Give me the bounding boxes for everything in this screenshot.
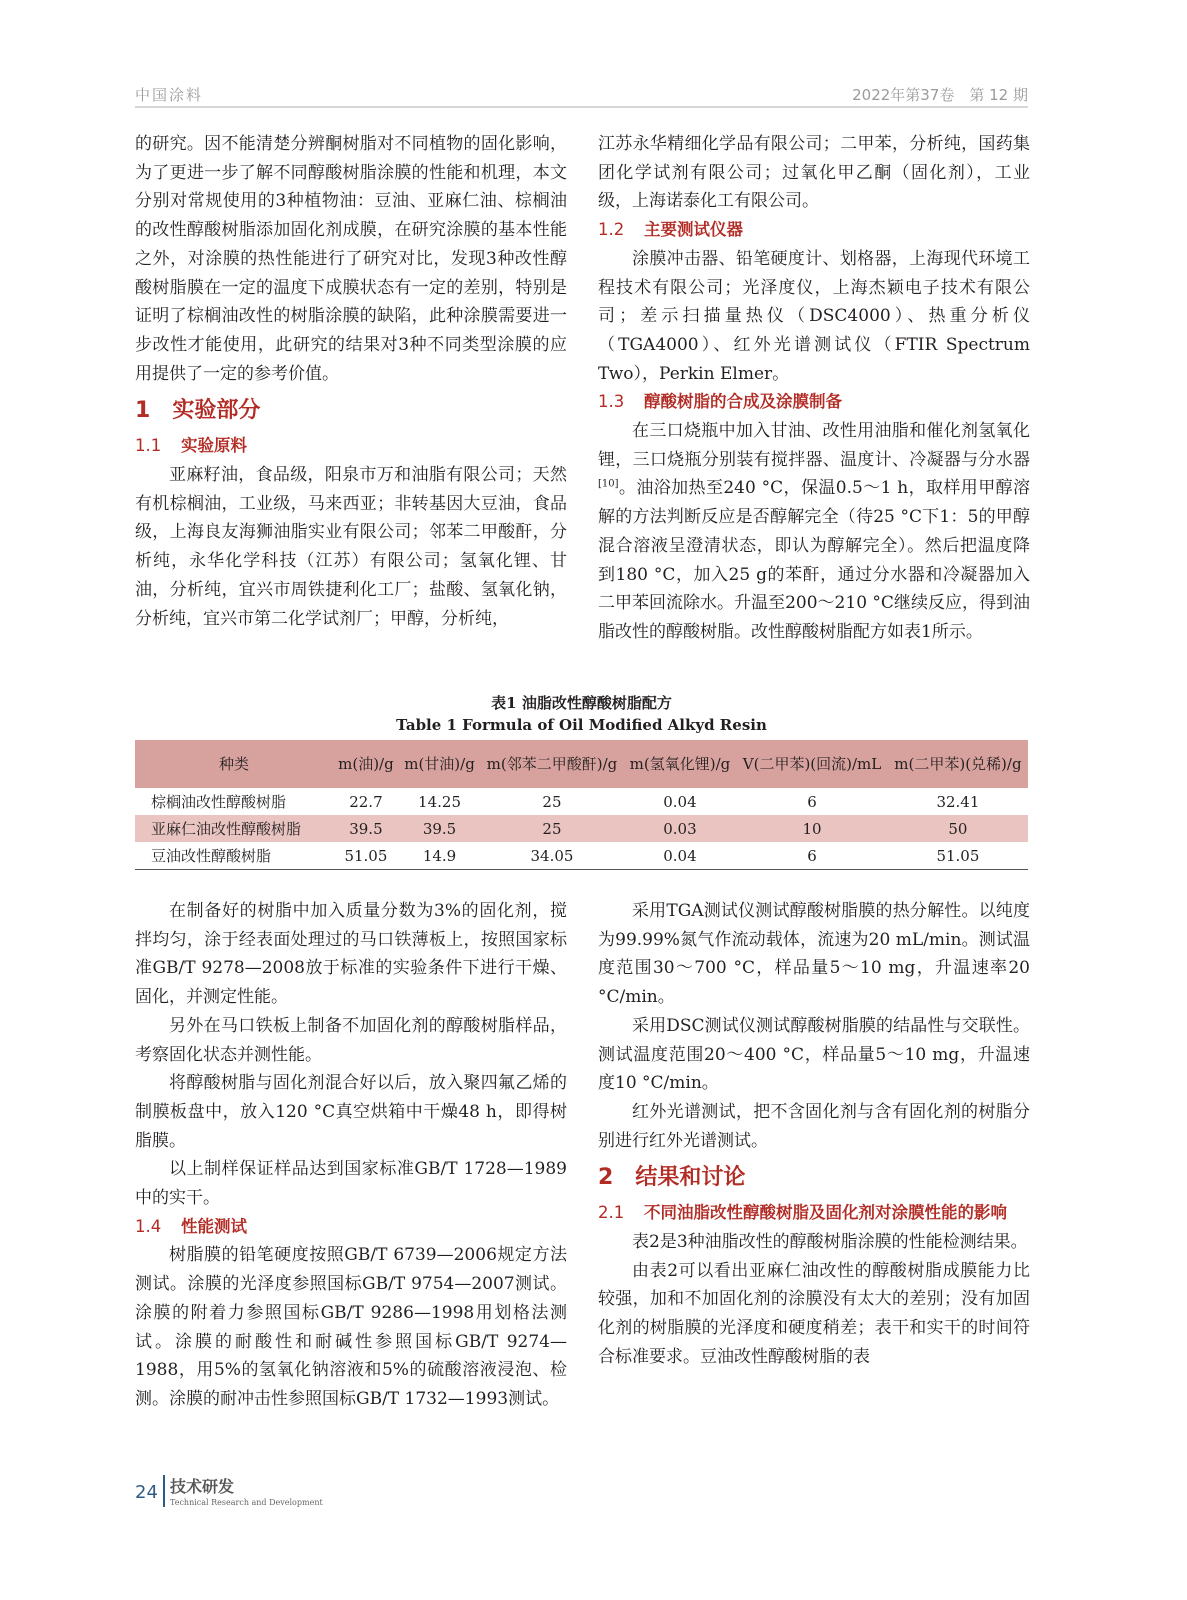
- table-cell: 51.05: [344, 846, 388, 865]
- table-row: [135, 788, 1028, 815]
- subsection-heading: [598, 388, 1030, 417]
- table-caption-en: Table 1 Formula of Oil Modified Alkyd Resin: [396, 716, 767, 734]
- paragraph: 红外光谱测试，把不含固化剂与含有固化剂的树脂分别进行红外光谱测试。: [598, 1101, 1030, 1151]
- table-cell: 棕榈油改性醇酸树脂: [151, 793, 287, 811]
- issue-info: 2022年第37卷 第 12 期: [852, 86, 1028, 104]
- column-header: V(二甲苯)(回流)/mL: [736, 740, 888, 788]
- column-header: m(邻苯二甲酸酐)/g: [480, 740, 624, 788]
- paragraph: 另外在马口铁板上制备不加固化剂的醇酸树脂样品，考察固化状态并测性能。: [135, 1015, 567, 1065]
- table-cell: 25: [542, 792, 562, 811]
- paragraph: 表2是3种油脂改性的醇酸树脂涂膜的性能检测结果。: [632, 1232, 1028, 1253]
- text: 在三口烧瓶中加入甘油、改性用油脂和催化剂氢氧化锂，三口烧瓶分别装有搅拌器、温度计、冷凝器与分水器: [598, 421, 1030, 470]
- paragraph: 以上制样保证样品达到国家标准GB/T 1728—1989中的实干。: [135, 1159, 567, 1209]
- column-header: m(氢氧化锂)/g: [624, 740, 736, 788]
- right-column-top: [598, 130, 1030, 647]
- paragraph: 江苏永华精细化学品有限公司；二甲苯，分析纯，国药集团化学试剂有限公司；过氧化甲乙酮（固化剂），工业级，上海诺泰化工有限公司。: [598, 134, 1030, 212]
- table-cell: 14.9: [422, 846, 457, 865]
- table-cell: 豆油改性醇酸树脂: [151, 847, 272, 865]
- table-cell: 0.03: [624, 815, 736, 842]
- table-cell: 6: [807, 792, 817, 811]
- section-number: 1: [135, 398, 151, 424]
- table-cell: 22.7: [349, 792, 383, 811]
- table-row: [135, 842, 1028, 870]
- paragraph: 由表2可以看出亚麻仁油改性的醇酸树脂成膜能力比较强，加和不加固化剂的涂膜没有太大的差别；没有加固化剂的树脂膜的光泽度和硬度稍差；表干和实干的时间符合标准要求。豆油改性醇酸树脂的表: [598, 1260, 1030, 1367]
- subsection-title: 醇酸树脂的合成及涂膜制备: [644, 392, 842, 412]
- citation[interactable]: [10]: [598, 478, 619, 490]
- paragraph: 将醇酸树脂与固化剂混合好以后，放入聚四氟乙烯的制膜板盘中，放入120 °C真空烘箱中干燥48 h，即得树脂膜。: [135, 1073, 567, 1151]
- section-title: 结果和讨论: [635, 1165, 746, 1191]
- paragraph: 涂膜冲击器、铅笔硬度计、划格器，上海现代环境工程技术有限公司；光泽度仪，上海杰颖电子技术有限公司；差示扫描量热仪（DSC4000）、热重分析仪（TGA4000）、红外光谱测试仪（FTIR Spectrum Two），Perkin Elmer。: [598, 248, 1030, 384]
- paragraph: [598, 417, 1030, 647]
- table-cell: 50: [888, 815, 1028, 842]
- header-divider: [135, 106, 1028, 108]
- table-cell: 51.05: [936, 846, 980, 865]
- subsection-number: 1.1: [135, 436, 162, 456]
- paragraph: 树脂膜的铅笔硬度按照GB/T 6739—2006规定方法测试。涂膜的光泽度参照国标GB/T 9754—2007测试。涂膜的附着力参照国标GB/T 9286—1998用划格法测试。涂膜的耐酸性和耐碱性参照国标GB/T 9274—1988，用5%的氢氧化钠溶液和5%的硫酸溶液浸泡、检测。涂膜的耐冲击性参照国标GB/T 1732—1993测试。: [135, 1245, 567, 1409]
- footer-divider: [163, 1475, 165, 1507]
- column-header: 种类: [135, 740, 333, 788]
- left-column-top: [135, 130, 567, 633]
- paragraph: 在制备好的树脂中加入质量分数为3%的固化剂，搅拌均匀，涂于经表面处理过的马口铁薄板上，按照国家标准GB/T 9278—2008放于标准的实验条件下进行干燥、固化，并测定性能。: [135, 901, 567, 1008]
- column-header: m(甘油)/g: [399, 740, 480, 788]
- table-1: [135, 740, 1028, 870]
- text: 。油浴加热至240 °C，保温0.5～1 h，取样用甲醇溶解的方法判断反应是否醇解完全（待25 °C下1：5的甲醇混合溶液呈澄清状态，即认为醇解完全）。然后把温度降到180 °C，加入25 g的苯酐，通过分水器和冷凝器加入二甲苯回流除水。升温至200～210 °C继续反应，得到油脂改性的醇酸树脂。改性醇酸树脂配方如表1所示。: [598, 478, 1030, 642]
- subsection-title: 主要测试仪器: [644, 220, 743, 240]
- table-cell: 0.04: [663, 792, 697, 811]
- journal-name: 中国涂料: [135, 86, 204, 104]
- table-cell: 25: [480, 815, 624, 842]
- subsection-number: 1.3: [598, 392, 625, 412]
- subsection-title: 实验原料: [181, 436, 247, 456]
- left-column-bottom: [135, 897, 567, 1414]
- subsection-title: 性能测试: [181, 1216, 247, 1236]
- section-title: 实验部分: [172, 398, 261, 424]
- subsection-number: 2.1: [598, 1203, 625, 1223]
- subsection-title: 不同油脂改性醇酸树脂及固化剂对涂膜性能的影响: [644, 1203, 1007, 1223]
- subsection-number: 1.4: [135, 1216, 162, 1236]
- column-header: m(二甲苯)(兑稀)/g: [888, 740, 1028, 788]
- table-cell: 14.25: [418, 792, 461, 811]
- table-row: [135, 815, 1028, 842]
- subsection-heading: [598, 1199, 1030, 1228]
- table-cell: 亚麻仁油改性醇酸树脂: [135, 815, 333, 842]
- paragraph: 亚麻籽油，食品级，阳泉市万和油脂有限公司；天然有机棕榈油，工业级，马来西亚；非转基因大豆油，食品级，上海良友海狮油脂实业有限公司；邻苯二甲酸酐，分析纯，永华化学科技（江苏）有限公司；氢氧化锂、甘油，分析纯，宜兴市周铁捷利化工厂；盐酸、氢氧化钠，分析纯，宜兴市第二化学试剂厂；甲醇，分析纯，: [135, 465, 567, 629]
- column-header: m(油)/g: [333, 740, 399, 788]
- section-heading: [598, 1161, 1030, 1195]
- footer-section: 技术研发: [170, 1477, 235, 1496]
- subsection-number: 1.2: [598, 220, 625, 240]
- table-cell: 39.5: [399, 815, 480, 842]
- right-column-bottom: [598, 897, 1030, 1372]
- footer-section-en: Technical Research and Development: [170, 1498, 323, 1507]
- table-cell: 34.05: [530, 846, 574, 865]
- table-cell: 39.5: [333, 815, 399, 842]
- page-number: 24: [135, 1482, 158, 1503]
- paragraph: 采用TGA测试仪测试醇酸树脂膜的热分解性。以纯度为99.99%氮气作流动载体，流速为20 mL/min。测试温度范围30～700 °C，样品量5～10 mg，升温速率20 °C/min。: [598, 901, 1030, 1008]
- section-number: 2: [598, 1165, 614, 1191]
- table-cell: 6: [807, 846, 817, 865]
- paragraph: 采用DSC测试仪测试醇酸树脂膜的结晶性与交联性。测试温度范围20～400 °C，样品量5～10 mg，升温速度10 °C/min。: [598, 1015, 1030, 1094]
- table-cell: 10: [736, 815, 888, 842]
- subsection-heading: [135, 1213, 567, 1242]
- section-heading: [135, 394, 567, 428]
- table-caption-cn: 表1 油脂改性醇酸树脂配方: [491, 694, 672, 712]
- paragraph: 的研究。因不能清楚分辨酮树脂对不同植物的固化影响，为了更进一步了解不同醇酸树脂涂膜的性能和机理，本文分别对常规使用的3种植物油：豆油、亚麻仁油、棕榈油的改性醇酸树脂添加固化剂成膜，在研究涂膜的基本性能之外，对涂膜的热性能进行了研究对比，发现3种改性醇酸树脂膜在一定的温度下成膜状态有一定的差别，特别是证明了棕榈油改性的树脂涂膜的缺陷，此种涂膜需要进一步改性才能使用，此研究的结果对3种不同类型涂膜的应用提供了一定的参考价值。: [135, 134, 567, 384]
- table-cell: 32.41: [936, 792, 980, 811]
- subsection-heading: [598, 216, 1030, 245]
- table-cell: 0.04: [663, 846, 697, 865]
- subsection-heading: [135, 432, 567, 461]
